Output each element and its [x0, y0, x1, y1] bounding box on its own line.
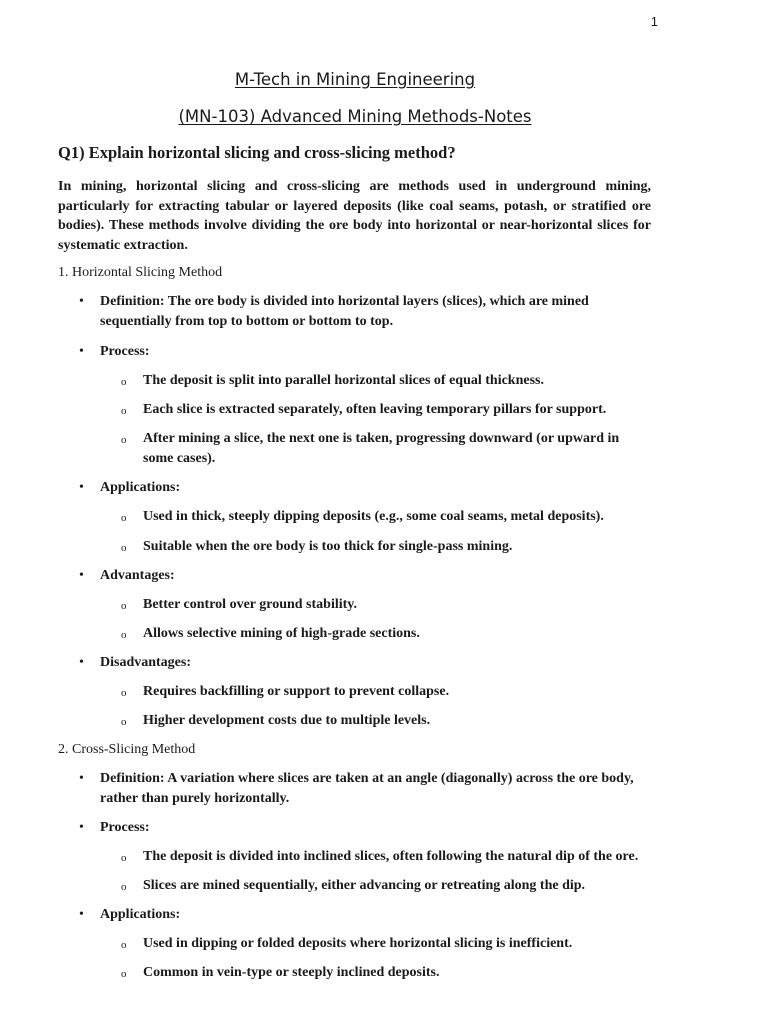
applications-label: Applications:	[100, 480, 181, 495]
sub-bullet-glyph: o	[121, 542, 127, 554]
intro-line: bodies). These methods involve dividing the ore body into horizontal or near-horizontal slices for	[58, 218, 651, 233]
sub-bullet-glyph: o	[121, 512, 127, 524]
list-item: Used in dipping or folded deposits where horizontal slicing is inefficient.	[143, 936, 573, 951]
sub-bullet-glyph: o	[121, 600, 127, 612]
list-item: Allows selective mining of high-grade sections.	[143, 626, 420, 641]
sub-bullet-glyph: o	[121, 434, 127, 446]
list-item: Suitable when the ore body is too thick for single-pass mining.	[143, 539, 513, 554]
bullet-glyph: •	[79, 568, 84, 583]
list-item: Used in thick, steeply dipping deposits (e.g., some coal seams, metal deposits).	[143, 509, 604, 524]
bullet-glyph: •	[79, 771, 84, 786]
sub-bullet-glyph: o	[121, 852, 127, 864]
sub-bullet-glyph: o	[121, 939, 127, 951]
advantages-label: Advantages:	[100, 568, 175, 583]
sub-bullet-glyph: o	[121, 881, 127, 893]
document-title: M-Tech in Mining Engineering	[234, 70, 476, 89]
question-heading: Q1) Explain horizontal slicing and cross-slicing method?	[58, 143, 456, 162]
list-item: The deposit is split into parallel horizontal slices of equal thickness.	[143, 373, 544, 388]
sub-bullet-glyph: o	[121, 687, 127, 699]
list-item: Higher development costs due to multiple levels.	[143, 713, 431, 728]
sub-bullet-glyph: o	[121, 376, 127, 388]
list-item: Requires backfilling or support to prevent collapse.	[143, 684, 450, 699]
section-heading: 2. Cross-Slicing Method	[58, 742, 196, 757]
bullet-glyph: •	[79, 820, 84, 835]
process-label: Process:	[100, 820, 150, 835]
list-item: Common in vein-type or steeply inclined deposits.	[143, 965, 440, 980]
process-label: Process:	[100, 344, 150, 359]
list-item: The deposit is divided into inclined slices, often following the natural dip of the ore.	[143, 849, 639, 864]
list-item: Each slice is extracted separately, often leaving temporary pillars for support.	[143, 402, 607, 417]
bullet-glyph: •	[79, 655, 84, 670]
definition-line: rather than purely horizontally.	[100, 791, 290, 806]
sub-bullet-glyph: o	[121, 716, 127, 728]
applications-label: Applications:	[100, 907, 181, 922]
bullet-glyph: •	[79, 344, 84, 359]
list-item: After mining a slice, the next one is taken, progressing downward (or upward in	[143, 431, 620, 446]
intro-line: particularly for extracting tabular or layered deposits (like coal seams, potash, or stratified ore	[58, 198, 651, 214]
section-heading: 1. Horizontal Slicing Method	[58, 265, 223, 280]
bullet-glyph: •	[79, 480, 84, 495]
disadvantages-label: Disadvantages:	[100, 655, 192, 670]
list-item: Slices are mined sequentially, either advancing or retreating along the dip.	[143, 878, 586, 893]
list-item: Better control over ground stability.	[143, 597, 358, 612]
bullet-glyph: •	[79, 907, 84, 922]
definition-line: Definition: A variation where slices are taken at an angle (diagonally) across the ore body,	[100, 771, 634, 786]
intro-paragraph	[58, 177, 651, 255]
bullet-glyph: •	[79, 294, 84, 309]
definition-line: Definition: The ore body is divided into horizontal layers (slices), which are mined	[100, 294, 589, 309]
intro-line: In mining, horizontal slicing and cross-slicing are methods used in underground mining,	[58, 179, 651, 194]
intro-line: systematic extraction.	[58, 237, 188, 253]
sub-bullet-glyph: o	[121, 968, 127, 980]
sub-bullet-glyph: o	[121, 629, 127, 641]
page-number: 1	[650, 14, 658, 29]
sub-bullet-glyph: o	[121, 405, 127, 417]
list-item: some cases).	[143, 451, 216, 466]
document-subtitle: (MN-103) Advanced Mining Methods-Notes	[178, 107, 532, 126]
definition-line: sequentially from top to bottom or bottom to top.	[100, 314, 394, 329]
